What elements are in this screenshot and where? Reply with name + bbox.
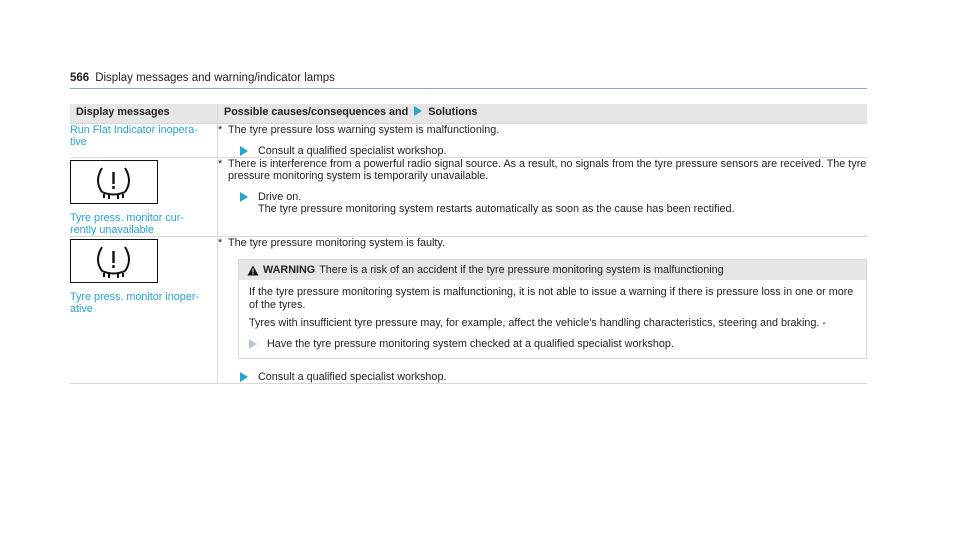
bullet-star: *: [218, 237, 223, 249]
message-label: Tyre press. monitor inoper- ative: [70, 291, 200, 315]
solution-line-1: Drive on.: [258, 191, 302, 203]
arrow-right-icon: [240, 372, 248, 382]
solution-text: Consult a qualified specialist workshop.: [258, 145, 447, 157]
col-header-causes: [218, 104, 868, 124]
warning-step-text: Have the tyre pressure monitoring system checked at a qualified specialist workshop.: [267, 337, 674, 350]
warning-header: [239, 260, 866, 280]
cause-item: [218, 237, 867, 249]
bullet-star: *: [218, 124, 223, 136]
message-cell: [70, 237, 218, 384]
arrow-right-icon: [414, 106, 422, 116]
col-header-display-messages: Display messages: [70, 104, 218, 124]
message-cell: [70, 124, 218, 158]
display-messages-table: [70, 104, 867, 384]
arrow-right-icon: [240, 192, 248, 202]
header-rule: [70, 88, 867, 89]
warning-body: [239, 280, 866, 358]
message-label: Tyre press. monitor cur- rently unavailable: [70, 212, 184, 236]
warning-summary: There is a risk of an accident if the tyre pressure monitoring system is malfunctioning: [319, 264, 724, 276]
warning-paragraph: If the tyre pressure monitoring system is malfunctioning, it is not able to issue a warning if there is pressure loss in one or more of the tyres.: [249, 286, 854, 311]
arrow-right-icon: [249, 339, 257, 349]
message-cell: [70, 158, 218, 237]
solution-line-2: The tyre pressure monitoring system restarts automatically as soon as the cause has been rectified.: [258, 203, 735, 215]
col-header-solutions-label: Solutions: [428, 106, 478, 118]
causes-cell: [218, 237, 868, 384]
table-row: [70, 124, 867, 158]
col-header-causes-label: Possible causes/consequences and: [224, 106, 409, 118]
cause-item: [218, 158, 867, 182]
solution-text: [258, 191, 735, 215]
page-number: 566: [70, 72, 90, 84]
warning-step: [249, 338, 856, 350]
cause-text: There is interference from a powerful radio signal source. As a result, no signals from the tyre pressure sensors are received. The tyre pressure monitoring system is temporarily unavailable.: [228, 158, 867, 182]
warning-title: WARNING: [263, 264, 316, 276]
tyre-pressure-warning-icon: [70, 239, 158, 283]
arrow-right-icon: [240, 146, 248, 156]
bullet-star: *: [218, 158, 223, 170]
cause-text: The tyre pressure monitoring system is faulty.: [228, 237, 446, 249]
table-header-row: [70, 104, 867, 124]
warning-paragraph: Tyres with insufficient tyre pressure may, for example, affect the vehicle's handling characteristics, steering and braking. -: [249, 317, 826, 329]
solution-step: [240, 371, 867, 383]
table-row: [70, 237, 867, 384]
cause-text: The tyre pressure loss warning system is malfunctioning.: [228, 124, 500, 136]
solution-step: [240, 191, 867, 215]
table-row: [70, 158, 867, 237]
warning-triangle-icon: [247, 265, 259, 276]
page-header: [70, 72, 335, 84]
cause-item: [218, 124, 867, 136]
causes-cell: [218, 124, 868, 158]
warning-box: [238, 259, 867, 359]
solution-text: Consult a qualified specialist workshop.: [258, 370, 447, 383]
message-label: Run Flat Indicator inopera- tive: [70, 124, 198, 148]
tyre-pressure-warning-icon: [70, 160, 158, 204]
page-title: Display messages and warning/indicator lamps: [95, 72, 335, 84]
causes-cell: [218, 158, 868, 237]
solution-step: [240, 145, 867, 157]
